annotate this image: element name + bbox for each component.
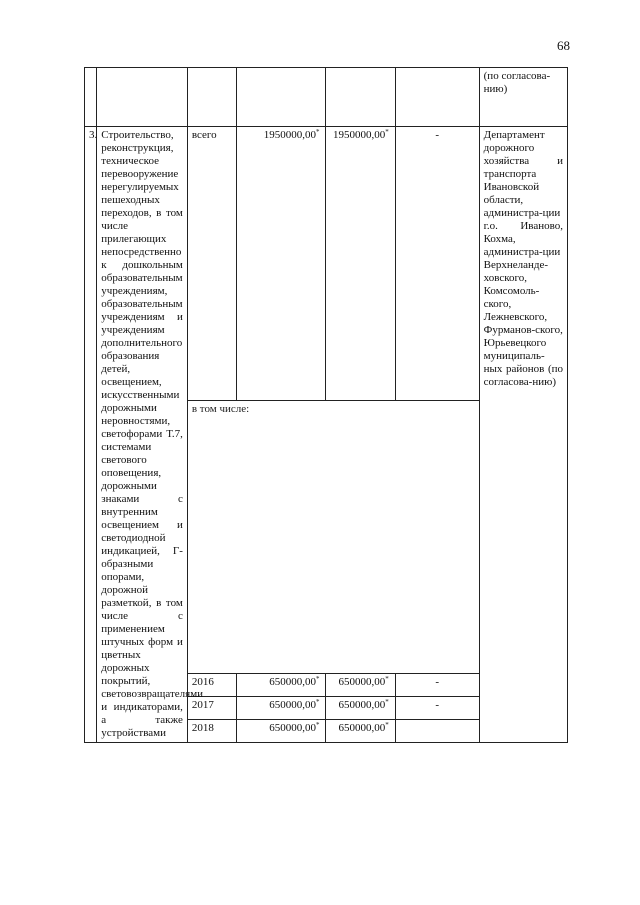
program-table — [84, 67, 568, 743]
total-col3: - — [395, 127, 479, 401]
year-col3: - — [395, 674, 479, 697]
cell-empty — [237, 68, 326, 127]
cell-empty — [187, 68, 236, 127]
cell-empty — [97, 68, 188, 127]
year-col1: 650000,00* — [237, 674, 326, 697]
responsible-cell-top: (по согласова-нию) — [479, 68, 567, 127]
total-col1: 1950000,00* — [237, 127, 326, 401]
total-col2: 1950000,00* — [326, 127, 395, 401]
continuation-row — [85, 68, 568, 127]
year-col3: - — [395, 697, 479, 720]
total-label: всего — [187, 127, 236, 401]
year-col1: 650000,00* — [237, 697, 326, 720]
item-description: Строительство, реконструкция, техническое перевооружение нерегулируемых пешеходных переходов, в том числе прилегающих непосредственно к дошкольным образовательным учреждениям, образовательным учреждениям и учреждениям дополнительного образования детей, освещением, искусственными дорожными неровностями, светофорами Т.7, системами светового оповещения, дорожными знаками с внутренним освещением и светодиодной индикацией, Г-образными опорами, дорожной разметкой, в том числе с применением штучных форм и цветных дорожных покрытий, световозвращателями и индикаторами, а также устройствами — [97, 127, 188, 743]
year-cell: 2017 — [187, 697, 236, 720]
responsible-cell: Департамент дорожного хозяйства и транспорта Ивановской области, администра-ции г.о. Иваново, Кохма, администра-ции Верхнеланде-ховского, Комсомоль-ского, Лежневского, Фурманов-ского, Юрьевецкого муниципаль-ных районов (по согласова-нию) — [479, 127, 567, 743]
item-total-row — [85, 127, 568, 401]
year-cell: 2018 — [187, 720, 236, 743]
including-label: в том числе: — [187, 400, 479, 674]
year-col2: 650000,00* — [326, 697, 395, 720]
cell-empty — [395, 68, 479, 127]
cell-empty — [85, 68, 97, 127]
cell-empty — [326, 68, 395, 127]
year-cell: 2016 — [187, 674, 236, 697]
page-number: 68 — [557, 38, 570, 53]
item-number: 3. — [85, 127, 97, 743]
year-col2: 650000,00* — [326, 674, 395, 697]
year-col1: 650000,00* — [237, 720, 326, 743]
year-col3 — [395, 720, 479, 743]
year-col2: 650000,00* — [326, 720, 395, 743]
